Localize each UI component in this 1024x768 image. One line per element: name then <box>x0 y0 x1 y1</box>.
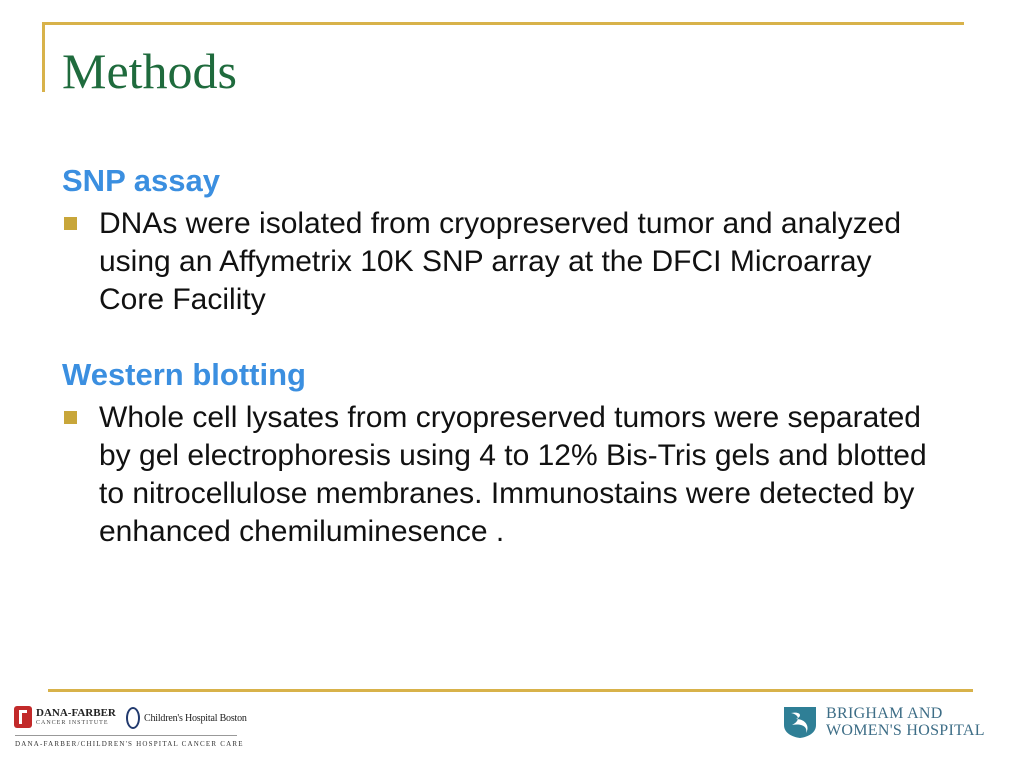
childrens-hospital-name: Children's Hospital Boston <box>144 712 247 724</box>
footer-rule <box>48 689 973 692</box>
footer-logo-divider <box>15 735 237 736</box>
section-snp-assay <box>62 163 962 319</box>
square-bullet-icon <box>64 217 77 230</box>
bullet-item <box>62 399 962 551</box>
childrens-hospital-logo <box>126 707 247 729</box>
childrens-hospital-logo-icon <box>126 707 140 729</box>
brigham-name-line2: WOMEN'S HOSPITAL <box>826 722 985 739</box>
dana-farber-logo-icon <box>14 706 32 728</box>
slide-content <box>62 163 962 551</box>
brigham-shield-icon <box>782 705 818 739</box>
bullet-text: DNAs were isolated from cryopreserved tumor and analyzed using an Affymetrix 10K SNP array at the DFCI Microarray Core Facility <box>99 207 902 316</box>
dana-farber-subtitle: CANCER INSTITUTE <box>36 720 109 726</box>
section-heading: SNP assay <box>62 163 220 198</box>
brigham-logo <box>782 705 985 739</box>
left-frame-rule <box>42 22 45 92</box>
slide-title: Methods <box>62 43 237 99</box>
section-heading: Western blotting <box>62 357 306 392</box>
dana-farber-name: DANA-FARBER <box>36 707 116 719</box>
bullet-text: Whole cell lysates from cryopreserved tumors were separated by gel electrophoresis using 4 to 12% Bis-Tris gels and blotted to nitrocellulose membranes. Immunostains were detected by enhanced chemiluminesence . <box>99 401 927 548</box>
dana-farber-logo <box>14 706 116 728</box>
brigham-name-line1: BRIGHAM AND <box>826 705 943 722</box>
footer-caption: DANA-FARBER/CHILDREN'S HOSPITAL CANCER CARE <box>15 740 244 748</box>
bullet-item <box>62 205 962 319</box>
top-frame-rule <box>42 22 964 25</box>
square-bullet-icon <box>64 411 77 424</box>
section-western-blotting <box>62 357 962 551</box>
